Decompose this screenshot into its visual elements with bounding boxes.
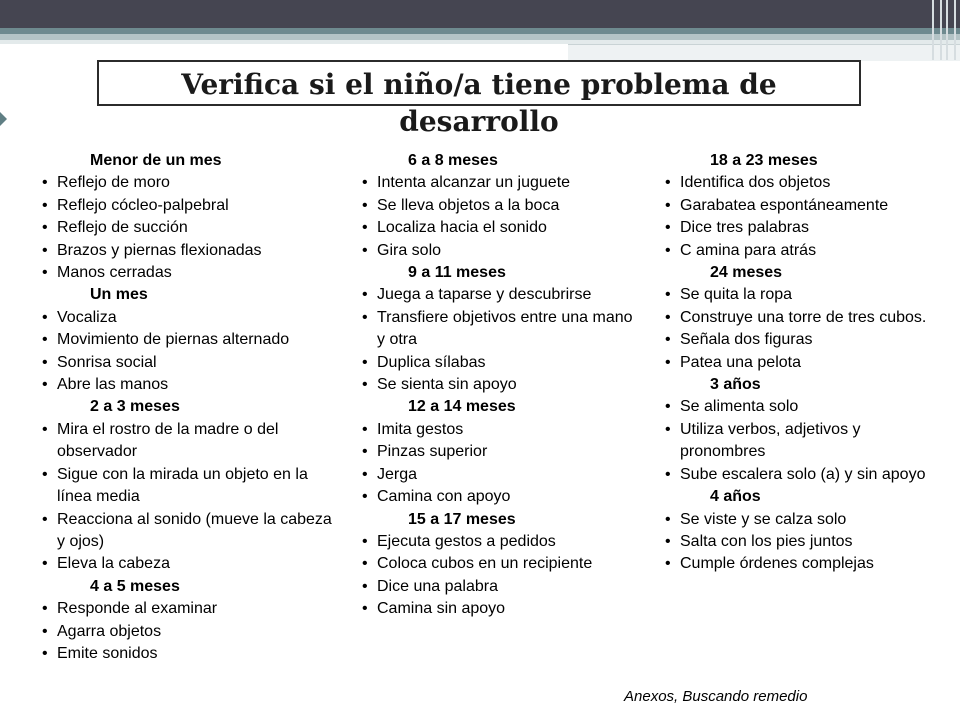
list-item: • Coloca cubos en un recipiente [356, 553, 641, 575]
list-item: • Duplica sílabas [356, 352, 641, 374]
list-item: • Manos cerradas [36, 262, 341, 284]
list-item: • Gira solo [356, 240, 641, 262]
group-header: 18 a 23 meses [710, 152, 818, 169]
list-item: • Sonrisa social [36, 352, 341, 374]
group-header: Un mes [90, 286, 148, 304]
list-item: • Cumple órdenes complejas [659, 553, 949, 575]
list-item: • Se lleva objetos a la boca [356, 195, 641, 217]
list-item: • Se viste y se calza solo [659, 509, 949, 531]
list-item: • Salta con los pies juntos [659, 531, 949, 553]
list-item: • Camina sin apoyo [356, 598, 641, 620]
list-item: • Eleva la cabeza [36, 553, 341, 575]
list-item: • Sigue con la mirada un objeto en la línea media [36, 464, 341, 509]
list-item: • Movimiento de piernas alternado [36, 329, 341, 351]
list-item: • Se alimenta solo [659, 396, 949, 418]
list-item: • Reacciona al sonido (mueve la cabeza y ojos) [36, 509, 341, 554]
list-item: • Señala dos figuras [659, 329, 949, 351]
group-header: 24 meses [710, 264, 783, 282]
top-bar [0, 0, 960, 28]
list-item: • Sube escalera solo (a) y sin apoyo [659, 464, 949, 486]
group-header: 15 a 17 meses [408, 510, 516, 528]
footer-credit: Anexos, Buscando remedio [624, 688, 808, 705]
group-header: 12 a 14 meses [408, 398, 516, 416]
decorative-lines [928, 0, 960, 60]
list-item: • Dice una palabra [356, 576, 641, 598]
list-item: • Patea una pelota [659, 352, 949, 374]
list-item: • Juega a taparse y descubrirse [356, 284, 641, 306]
group-header: 9 a 11 meses [408, 264, 506, 282]
group-header: 4 a 5 meses [90, 577, 180, 595]
page-title: Verifica si el niño/a tiene problema de desarrollo [181, 68, 777, 138]
list-item: • Se sienta sin apoyo [356, 374, 641, 396]
list-item: • Transfiere objetivos entre una mano y otra [356, 307, 641, 352]
list-item: • Identifica dos objetos [659, 172, 949, 194]
list-item: • Vocaliza [36, 307, 341, 329]
list-item: • Jerga [356, 464, 641, 486]
list-item: • Reflejo de succión [36, 217, 341, 239]
list-item: • Reflejo de moro [36, 172, 341, 194]
list-item: • Mira el rostro de la madre o del observador [36, 419, 341, 464]
list-item: • Emite sonidos [36, 643, 341, 665]
list-item: • Responde al examinar [36, 598, 341, 620]
column-3 [659, 150, 949, 576]
slide-marker-icon [0, 112, 8, 126]
group-header: 6 a 8 meses [408, 152, 498, 169]
list-item: • Dice tres palabras [659, 217, 949, 239]
group-header: Menor de un mes [90, 152, 222, 169]
column-2 [356, 150, 641, 621]
list-item: • Construye una torre de tres cubos. [659, 307, 949, 329]
list-item: • Intenta alcanzar un juguete [356, 172, 641, 194]
list-item: • Brazos y piernas flexionadas [36, 240, 341, 262]
list-item: • Camina con apoyo [356, 486, 641, 508]
column-1 [36, 150, 341, 665]
decorative-band [568, 44, 960, 61]
list-item: • Localiza hacia el sonido [356, 217, 641, 239]
list-item: • Abre las manos [36, 374, 341, 396]
list-item: • Reflejo cócleo-palpebral [36, 195, 341, 217]
list-item: • Se quita la ropa [659, 284, 949, 306]
group-header: 3 años [710, 376, 761, 394]
list-item: • Garabatea espontáneamente [659, 195, 949, 217]
list-item: • Pinzas superior [356, 441, 641, 463]
list-item: • Ejecuta gestos a pedidos [356, 531, 641, 553]
list-item: • Agarra objetos [36, 621, 341, 643]
list-item: • C amina para atrás [659, 240, 949, 262]
group-header: 4 años [710, 488, 761, 506]
list-item: • Utiliza verbos, adjetivos y pronombres [659, 419, 949, 464]
group-header: 2 a 3 meses [90, 398, 180, 416]
list-item: • Imita gestos [356, 419, 641, 441]
